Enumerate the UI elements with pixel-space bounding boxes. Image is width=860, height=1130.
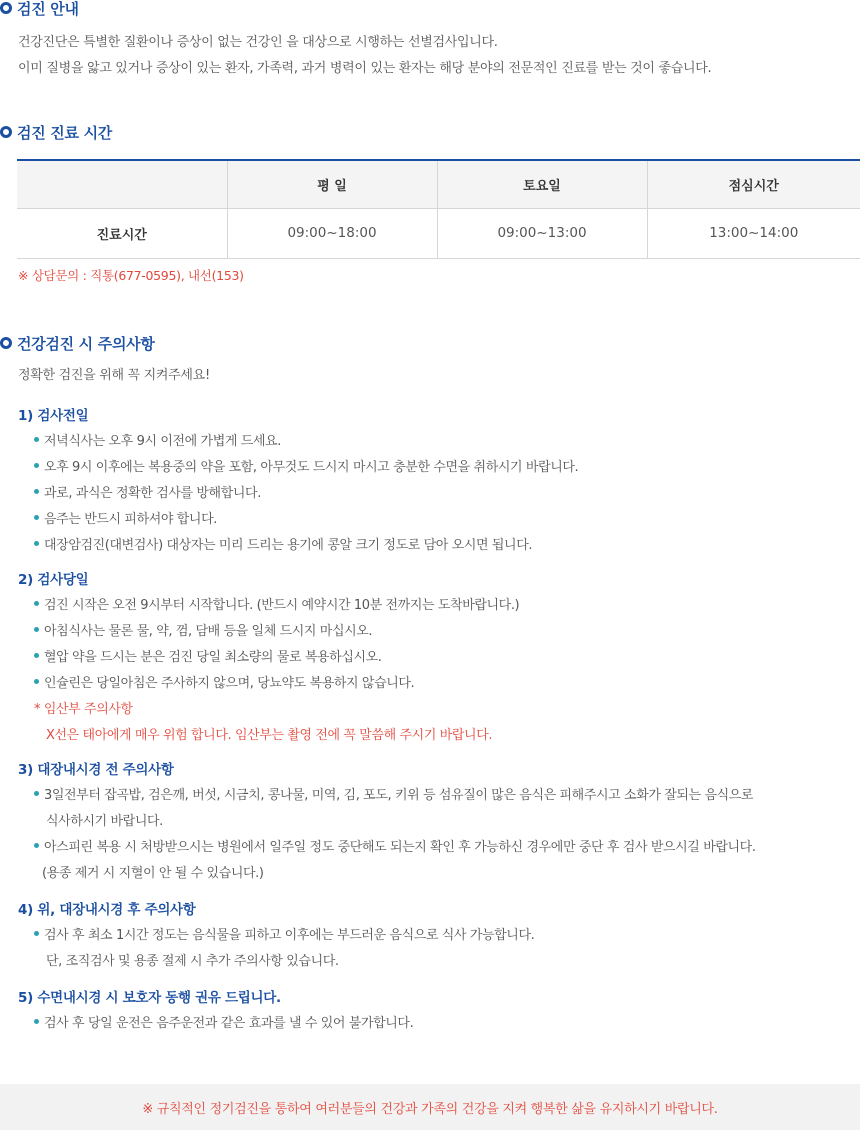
list-item: 검사 후 최소 1시간 정도는 음식물을 피하고 이후에는 부드러운 음식으로 식사 가능합니다. bbox=[34, 924, 534, 943]
dot-bullet-icon bbox=[34, 931, 39, 936]
table-row bbox=[17, 208, 860, 258]
section-title-text: 건강검진 시 주의사항 bbox=[17, 334, 155, 353]
dot-bullet-icon bbox=[34, 463, 39, 468]
list-item-continuation: (용종 제거 시 지혈이 안 될 수 있습니다.) bbox=[42, 866, 264, 881]
dot-bullet-icon bbox=[34, 653, 39, 658]
dot-bullet-icon bbox=[34, 489, 39, 494]
dot-bullet-icon bbox=[34, 437, 39, 442]
list-item: 검진 시작은 오전 9시부터 시작합니다. (반드시 예약시간 10분 전까지는 도착바랍니다.) bbox=[34, 594, 519, 613]
list-item: 검사 후 당일 운전은 음주운전과 같은 효과를 낼 수 있어 불가합니다. bbox=[34, 1012, 413, 1031]
table-header-cell: 평 일 bbox=[227, 160, 437, 208]
table-cell-label: 진료시간 bbox=[17, 208, 227, 258]
table-header-cell: 점심시간 bbox=[647, 160, 860, 208]
section-title-caution bbox=[0, 333, 155, 353]
dot-bullet-icon bbox=[34, 843, 39, 848]
dot-bullet-icon bbox=[34, 515, 39, 520]
section-title-text: 검진 안내 bbox=[17, 0, 79, 18]
circle-bullet-icon bbox=[0, 337, 12, 349]
list-item: 오후 9시 이후에는 복용중의 약을 포함, 아무것도 드시지 마시고 충분한 수면을 취하시기 바랍니다. bbox=[34, 456, 578, 475]
section-title-hours bbox=[0, 122, 112, 142]
subsection-heading: 5) 수면내시경 시 보호자 동행 권유 드립니다. bbox=[18, 990, 281, 1006]
list-item: 음주는 반드시 피하셔야 합니다. bbox=[34, 508, 217, 527]
table-header-row bbox=[17, 160, 860, 208]
footer-banner bbox=[0, 1084, 860, 1130]
subsection-heading: 3) 대장내시경 전 주의사항 bbox=[18, 762, 174, 778]
hours-table bbox=[17, 159, 860, 259]
circle-bullet-icon bbox=[0, 126, 12, 138]
list-item: 대장암검진(대변검사) 대상자는 미리 드리는 용기에 콩알 크기 정도로 담아 오시면 됩니다. bbox=[34, 534, 532, 553]
table-header-cell bbox=[17, 160, 227, 208]
dot-bullet-icon bbox=[34, 601, 39, 606]
list-item: 과로, 과식은 정확한 검사를 방해합니다. bbox=[34, 482, 261, 501]
table-cell: 13:00~14:00 bbox=[647, 208, 860, 258]
table-cell: 09:00~18:00 bbox=[227, 208, 437, 258]
subsection-heading: 2) 검사당일 bbox=[18, 572, 89, 588]
list-item: 저녁식사는 오후 9시 이전에 가볍게 드세요. bbox=[34, 430, 281, 449]
pregnant-caution-text: X선은 태아에게 매우 위험 합니다. 임산부는 촬영 전에 꼭 말씀해 주시기 바랍니다. bbox=[46, 728, 493, 743]
caution-intro: 정확한 검진을 위해 꼭 지켜주세요! bbox=[18, 368, 210, 383]
table-header-cell: 토요일 bbox=[437, 160, 647, 208]
table-cell: 09:00~13:00 bbox=[437, 208, 647, 258]
dot-bullet-icon bbox=[34, 791, 39, 796]
pregnant-caution-title: * 임산부 주의사항 bbox=[34, 702, 133, 717]
footer-text: ※ 규칙적인 정기검진을 통하여 여러분들의 건강과 가족의 건강을 지켜 행복한 삶을 유지하시기 바랍니다. bbox=[142, 1101, 718, 1117]
intro-line-2: 이미 질병을 앓고 있거나 증상이 있는 환자, 가족력, 과거 병력이 있는 환자는 해당 분야의 전문적인 진료를 받는 것이 좋습니다. bbox=[18, 61, 712, 76]
list-item-continuation: 식사하시기 바랍니다. bbox=[46, 814, 163, 829]
section-title-intro bbox=[0, 0, 79, 18]
dot-bullet-icon bbox=[34, 541, 39, 546]
subsection-heading: 1) 검사전일 bbox=[18, 408, 89, 424]
section-title-text: 검진 진료 시간 bbox=[17, 123, 112, 142]
list-item: 혈압 약을 드시는 분은 검진 당일 최소량의 물로 복용하십시오. bbox=[34, 646, 382, 665]
list-item: 아침식사는 물론 물, 약, 껌, 담배 등을 일체 드시지 마십시오. bbox=[34, 620, 372, 639]
dot-bullet-icon bbox=[34, 627, 39, 632]
dot-bullet-icon bbox=[34, 1019, 39, 1024]
dot-bullet-icon bbox=[34, 679, 39, 684]
contact-note: ※ 상담문의 : 직통(677-0595), 내선(153) bbox=[18, 268, 244, 283]
list-item-continuation: 단, 조직검사 및 용종 절제 시 추가 주의사항 있습니다. bbox=[46, 954, 339, 969]
list-item: 인슐린은 당일아침은 주사하지 않으며, 당뇨약도 복용하지 않습니다. bbox=[34, 672, 414, 691]
subsection-heading: 4) 위, 대장내시경 후 주의사항 bbox=[18, 902, 196, 918]
circle-bullet-icon bbox=[0, 2, 12, 14]
intro-line-1: 건강진단은 특별한 질환이나 증상이 없는 건강인 을 대상으로 시행하는 선별검사입니다. bbox=[18, 35, 498, 50]
list-item: 3일전부터 잡곡밥, 검은깨, 버섯, 시금치, 콩나물, 미역, 김, 포도, 키위 등 섬유질이 많은 음식은 피해주시고 소화가 잘되는 음식으로 bbox=[34, 784, 753, 803]
list-item: 아스피린 복용 시 처방받으시는 병원에서 일주일 정도 중단해도 되는지 확인 후 가능하신 경우에만 중단 후 검사 받으시길 바랍니다. bbox=[34, 836, 756, 855]
